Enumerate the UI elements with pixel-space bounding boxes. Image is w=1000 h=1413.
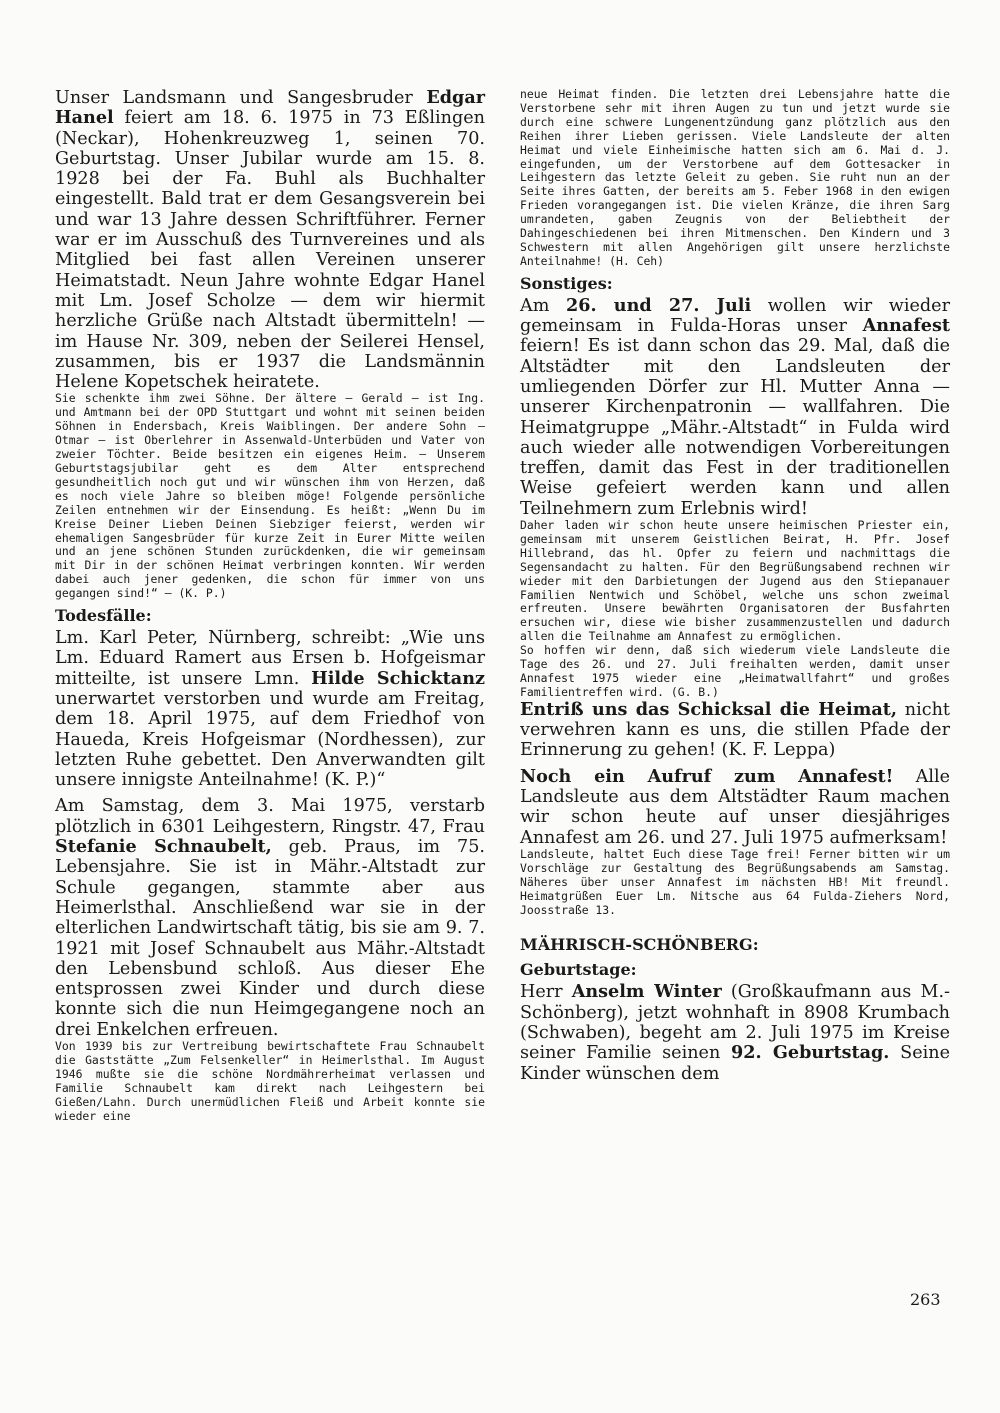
text: Unser Landsmann und Sangesbruder (55, 88, 427, 108)
paragraph-small-invitation: Daher laden wir schon heute unsere heimischen Priester ein, gemeinsam mit unserem Geistlichen Beirat, H. Pfr. Josef Hillebrand, das hl. Opfer zu feiern und nachmittags die Segensandacht zu halten. Für den Begrüßungsabend rechnen wir wieder mit den Darbietungen der Jugend aus den Stiepanauer Familien Nentwich und Schöbel, welche uns schon zweimal erfreuten. Unsere bewährten Organisatoren der Busfahrten ersuchen wir, diese wie bisher zusammenzustellen und dadurch allen die Teilnahme am Annafest zu ermöglichen. (520, 518, 950, 644)
text: (Großkaufmann aus M.-Schönberg), jetzt wohnhaft in 8908 Krumbach (Schwaben), begeht am 2. Juli 1975 im Kreise seiner Familie seinen (520, 982, 950, 1064)
date-bold: 26. und 27. Juli (566, 294, 752, 316)
text: feiert am 18. 6. 1975 in 73 Eßlingen (Neckar), Hohenkreuzweg 1, seinen 70. Geburtstag. Unser Jubilar wurde am 15. 8. 1928 bei der Fa. Buhl als Buchhalter eingestellt. Bald trat er dem Gesangsverein bei und war 13 Jahre dessen Schriftführer. Ferner war er im Ausschuß des Turnvereines und als Mitglied bei fast allen Vereinen unserer Heimatstadt. Neun Jahre wohnte Edgar Hanel mit Lm. Josef Scholze — dem wir hiermit herzliche Grüße nach Altstadt übermitteln! — im Hause Nr. 309, neben der Seilerei Hensel, zusammen, bis er 1937 die Landsmännin Helene Kopetschek heiratete. (55, 108, 485, 393)
text: Seine Kinder wünschen dem (520, 1043, 950, 1084)
paragraph-leppa-quote (520, 700, 950, 761)
text: Am Samstag, dem 3. Mai 1975, verstarb plötzlich in 6301 Leihgestern, Ringstr. 47, Frau (55, 796, 485, 837)
text: nicht verwehren kann es uns, die stillen Pfade der Erinnerung zu gehen! (K. F. Leppa) (520, 699, 950, 761)
text: feiern! Es ist dann schon das 29. Mal, daß die Altstädter mit den Landsleuten der umliegenden Dörfer zur Hl. Mutter Anna — unserer Kirchenpatronin — wallfahren. Die Heimatgruppe „Mähr.-Altstadt“ in Fulda wird auch wieder alle notwendigen Vorbereitungen treffen, damit das Fest in der traditionellen Weise gefeiert werden kann und allen Teilnehmern zum Erlebnis wird! (520, 336, 950, 519)
paragraph-hilde-schicktanz (55, 628, 485, 790)
paragraph-annafest (520, 296, 950, 519)
left-column (55, 88, 485, 1123)
paragraph-small-schnaubelt: Von 1939 bis zur Vertreibung bewirtschaftete Frau Schnaubelt die Gaststätte „Zum Felsenkeller“ in Heimerlsthal. Im August 1946 mußte sie die schöne Nordmährerheimat verlassen und Familie Schnaubelt kam direkt nach Leihgestern bei Gießen/Lahn. Durch unermüdlichen Fleiß und Arbeit konnte sie wieder eine (55, 1038, 485, 1123)
paragraph-small-continuation: neue Heimat finden. Die letzten drei Lebensjahre hatte die Verstorbene sehr mit ihren Augen zu tun und jetzt wurde sie durch eine schwere Lungenentzündung ganz plötzlich aus den Reihen ihrer Lieben gerissen. Viele Landsleute der alten Heimat und viele Einheimische hatten sich am 6. Mai d. J. eingefunden, um der Verstorbene auf dem Gottesacker in Leihgestern das letzte Geleit zu geben. Sie ruht nun an der Seite ihres Gatten, der bereits am 5. Feber 1968 in den ewigen Frieden vorangegangen ist. Die vielen Kränze, die ihren Sarg umrandeten, gaben Zeugnis von der Beliebtheit der Dahingeschiedenen bei ihren Mitmenschen. Den Kindern und 3 Schwestern mit allen Angehörigen gilt unsere herzlichste Anteilnahme! (H. Ceh) (520, 87, 950, 268)
name-bold: Hilde Schicktanz (311, 667, 485, 689)
name-bold: Anselm Winter (571, 981, 722, 1003)
heading-sonstiges: Sonstiges: (520, 273, 613, 293)
text: Alle Landsleute aus dem Altstädter Raum machen wir schon heute auf unser diesjähriges Annafest am 26. und 27. Juli 1975 aufmerksam! (520, 766, 950, 848)
paragraph-anselm-winter (520, 982, 950, 1083)
name-bold: Stefanie Schnaubelt, (55, 836, 272, 858)
page-number: 263 (910, 1290, 941, 1309)
quote-bold: Entriß uns das Schicksal die Heimat, (520, 698, 897, 720)
text: Am (520, 295, 567, 316)
paragraph-edgar-hanel (55, 88, 485, 392)
text: geb. Praus, im 75. Lebensjahre. Sie ist in Mähr.-Altstadt zur Schule gegangen, stammte aber aus Heimerlsthal. Anschließend war sie in der elterlichen Landwirtschaft tätig, bis sie am 9. 7. 1921 mit Josef Schnaubelt aus Mähr.-Altstadt den Lebensbund schloß. Aus dieser Ehe entsprossen zwei Kinder und durch diese konnte sich die nun Heimgegangene noch an drei Enkelchen erfreuen. (55, 837, 485, 1040)
text: wollen wir wieder gemeinsam in Fulda-Horas unser (520, 295, 950, 337)
heading-maehrisch-schoenberg: MÄHRISCH-SCHÖNBERG: (520, 935, 759, 955)
title-bold: Noch ein Aufruf zum Annafest! (520, 765, 894, 787)
name-bold: Annafest (862, 315, 950, 337)
text: Lm. Karl Peter, Nürnberg, schreibt: „Wie uns Lm. Eduard Ramert aus Ersen b. Hofgeismar mitteilte, ist unsere Lmn. (55, 628, 485, 689)
paragraph-small-hope: So hoffen wir denn, daß sich wiederum viele Landsleute die Tage des 26. und 27. Juli freihalten werden, damit unser Annafest 1975 wieder eine „Heimatwallfahrt“ und großes Familientreffen wird. (G. B.) (520, 643, 950, 699)
paragraph-stefanie-schnaubelt (55, 796, 485, 1040)
paragraph-small-landsleute: Landsleute, haltet Euch diese Tage frei! Ferner bitten wir um Vorschläge zur Gestaltung des Begrüßungsabends am Samstag. Näheres über unser Annafest im nächsten HB! Mit freundl. Heimatgrüßen Euer Lm. Nitsche aus 64 Fulda-Ziehers Nord, Joosstraße 13. (520, 846, 950, 917)
text: Herr (520, 982, 572, 1003)
heading-geburtstage: Geburtstage: (520, 960, 637, 980)
name-bold: Edgar Hanel (55, 87, 485, 129)
date-bold: 92. Geburtstag. (731, 1042, 890, 1064)
paragraph-small-hanel: Sie schenkte ihm zwei Söhne. Der ältere – Gerald – ist Ing. und Amtmann bei der OPD Stuttgart und wohnt mit seinen beiden Söhnen in Endersbach, Kreis Waiblingen. Der andere Sohn – Otmar – ist Oberlehrer in Assenwald-Unterbüden und Vater von zweier Töchter. Beide besitzen ein eigenes Heim. – Unserem Geburtstagsjubilar geht es dem Alter entsprechend gesundheitlich noch gut und wir wünschen ihm von Herzen, daß es noch viele Jahre so bleiben möge! Folgende persönliche Zeilen entnehmen wir der Einsendung. Es heißt: „Wenn Du im Kreise Deiner Lieben Deinen Siebziger feierst, werden wir ehemaligen Sangesbrüder für kurze Zeit in Eurer Mitte weilen und an jene schönen Stunden zurückdenken, die wir gemeinsam mit Dir in der schönen Heimat verbringen konnten. Wir werden dabei auch jener gedenken, die schon für immer von uns gegangen sind!“ – (K. P.) (55, 391, 485, 601)
right-column (520, 88, 950, 1084)
paragraph-aufruf (520, 767, 950, 848)
text: unerwartet verstorben und wurde am Freitag, dem 18. April 1975, auf dem Friedhof von Haueda, Kreis Hofgeismar (Nordhessen), zur letzten Ruhe gebettet. Den Anverwandten gilt unsere innigste Anteilnahme! (K. P.)“ (55, 688, 485, 791)
heading-todesfaelle: Todesfälle: (55, 606, 152, 626)
